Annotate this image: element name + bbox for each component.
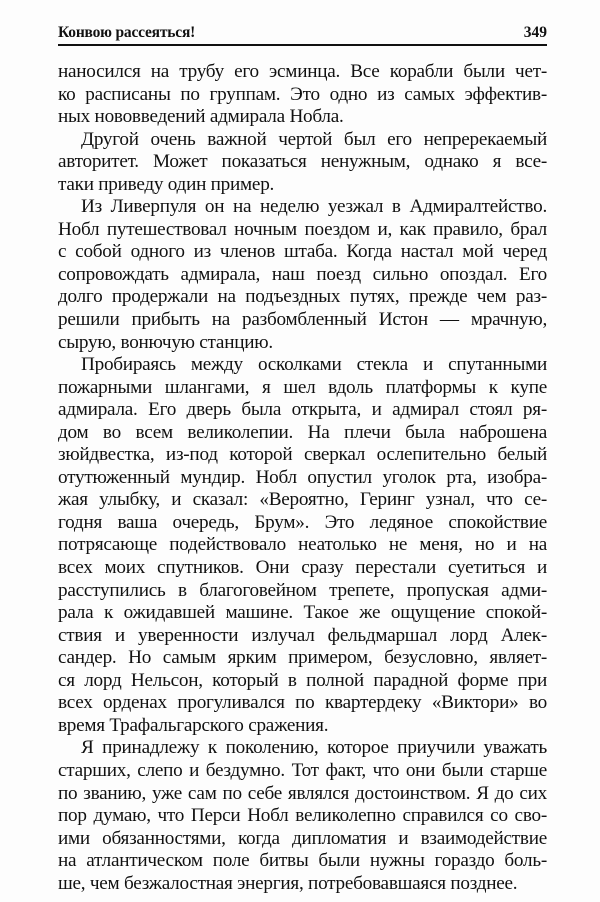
- text-line: зюйдвестка, из-под которой сверкал ослепительно белый: [58, 444, 547, 466]
- text-line: всех моих спутников. Они сразу перестали суетиться и: [58, 557, 547, 579]
- text-line: жая улыбку, и сказал: «Вероятно, Геринг узнал, что се-: [58, 489, 547, 511]
- paragraph: [58, 354, 547, 737]
- text-line: сырую, вонючую станцию.: [58, 331, 273, 353]
- text-line: ими обязанностями, когда дипломатия и взаимодействие: [58, 827, 547, 849]
- text-line: отутюженный мундир. Нобл опустил уголок рта, изобра-: [58, 466, 547, 488]
- text-line: таки приведу один пример.: [58, 173, 275, 195]
- text-line: Пробираясь между осколками стекла и спутанными: [81, 354, 547, 376]
- text-line: пор думаю, что Перси Нобл великолепно справился со сво-: [58, 805, 547, 827]
- paragraph: [58, 129, 547, 197]
- text-line: авторитет. Может показаться ненужным, однако я все-: [58, 151, 547, 173]
- paragraph: [58, 196, 547, 354]
- paragraph: [58, 61, 547, 129]
- text-line: с собой одного из членов штаба. Когда настал мой черед: [58, 241, 547, 263]
- text-line: Нобл путешествовал ночным поездом и, как правило, брал: [58, 218, 547, 240]
- header-rule: [58, 44, 547, 46]
- text-line: всех орденах прогуливался по квартердеку «Виктори» во: [58, 692, 547, 714]
- text-line: Я принадлежу к поколению, которое приучили уважать: [81, 737, 547, 759]
- text-line: адмирала. Его дверь была открыта, и адмирал стоял ря-: [58, 399, 547, 421]
- text-line: время Трафальгарского сражения.: [58, 714, 329, 736]
- text-line: рала к ожидавшей машине. Такое же ощущение спокой-: [58, 602, 547, 624]
- text-line: сопровождать адмирала, наш поезд сильно опоздал. Его: [58, 263, 547, 285]
- text-line: потрясающе подействовало неатолько не меня, но и на: [58, 534, 547, 556]
- text-line: пожарными шлангами, я шел вдоль платформы к купе: [58, 376, 547, 398]
- text-line: наносился на трубу его эсминца. Все корабли были чет-: [58, 61, 547, 82]
- text-line: долго продержали на подъездных путях, прежде чем раз-: [58, 286, 547, 308]
- text-line: расступились в благоговейном трепете, пропуская адми-: [58, 579, 547, 601]
- running-title: Конвою рассеяться!: [58, 24, 196, 41]
- text-line: дом во всем великолепии. На плечи была наброшена: [58, 421, 547, 443]
- running-header: [58, 22, 547, 44]
- text-line: ся лорд Нельсон, который в полной парадной форме при: [58, 669, 547, 691]
- text-line: ко расписаны по группам. Это одно из самых эффектив-: [58, 83, 547, 105]
- text-line: Другой очень важной чертой был его непререкаемый: [81, 128, 547, 150]
- text-line: годня ваша очередь, Брум». Это ледяное спокойствие: [58, 511, 547, 533]
- text-line: по званию, уже сам по себе являлся достоинством. Я до сих: [58, 782, 547, 804]
- text-line: ше, чем безжалостная энергия, потребовавшаяся позднее.: [58, 872, 518, 894]
- text-line: ствия и уверенности излучал фельдмаршал лорд Алек-: [58, 624, 547, 646]
- text-line: решили прибыть на разбомбленный Истон — мрачную,: [58, 309, 547, 331]
- paragraph: [58, 737, 547, 895]
- body-text: [58, 61, 547, 895]
- text-line: сандер. Но самым ярким примером, безусловно, являет-: [58, 647, 547, 669]
- text-line: на атлантическом поле битвы были нужны гораздо боль-: [58, 850, 547, 872]
- page-number: 349: [523, 24, 547, 41]
- text-line: Из Ливерпуля он на неделю уезжал в Адмиралтейство.: [81, 196, 547, 218]
- text-line: ных нововведений адмирала Нобла.: [58, 106, 344, 128]
- text-line: старших, слепо и бездумно. Тот факт, что они были старше: [58, 759, 547, 781]
